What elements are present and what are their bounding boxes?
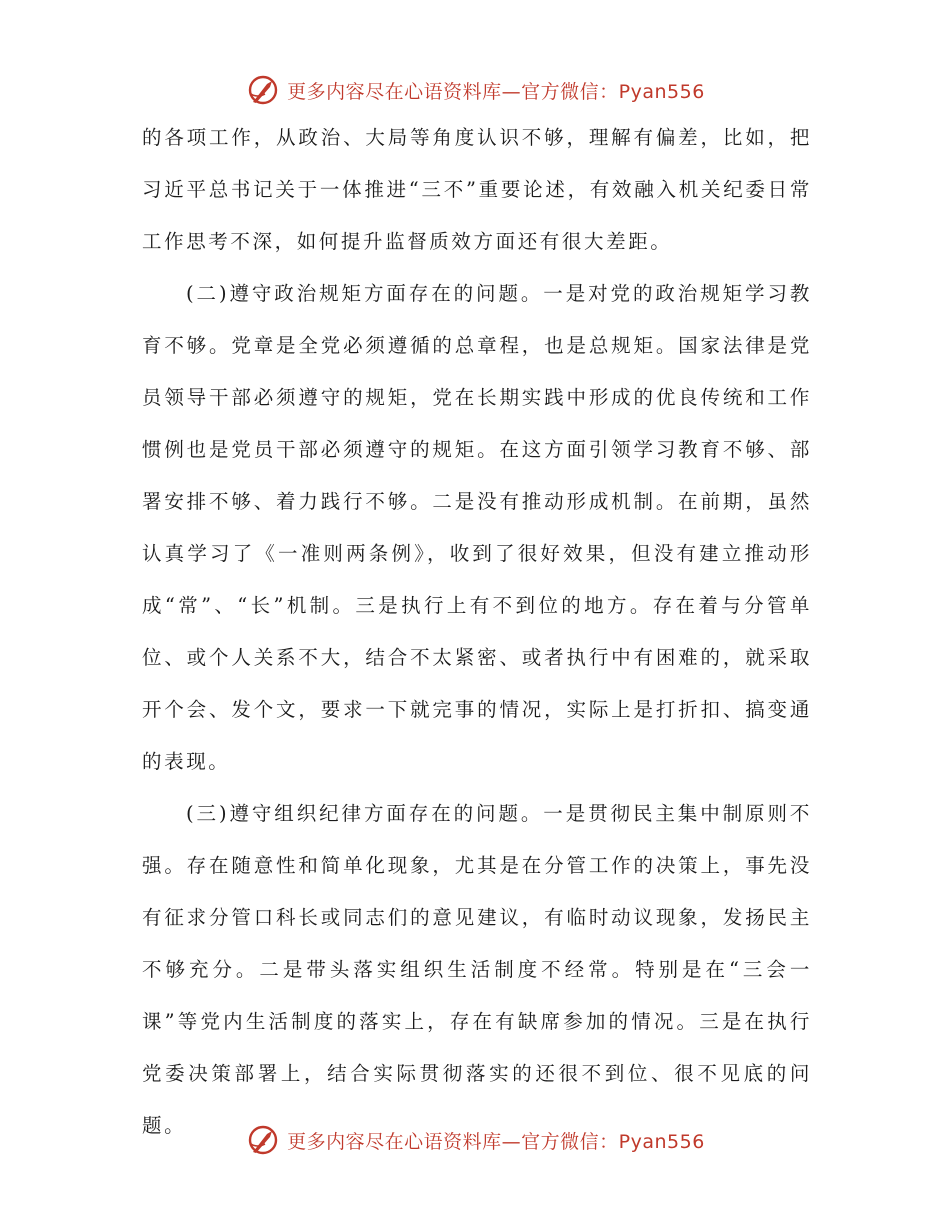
- paragraph-continuation: 的各项工作，从政治、大局等角度认识不够，理解有偏差，比如，把习近平总书记关于一体推进“三不”重要论述，有效融入机关纪委日常工作思考不深，如何提升监督质效方面还有很大差距。: [142, 126, 812, 253]
- paragraph-political-rules: (二)遵守政治规矩方面存在的问题。一是对党的政治规矩学习教育不够。党章是全党必须遵循的总章程，也是总规矩。国家法律是党员领导干部必须遵守的规矩，党在长期实践中形成的优良传统和工作惯例也是党员干部必须遵守的规矩。在这方面引领学习教育不够、部署安排不够、着力践行不够。二是没有推动形成机制。在前期，虽然认真学习了《一准则两条例》，收到了很好效果，但没有建立推动形成“常”、“长”机制。三是执行上有不到位的地方。存在着与分管单位、或个人关系不大，结合不太紧密、或者执行中有困难的，就采取开个会、发个文，要求一下就完事的情况，实际上是打折扣、搞变通的表现。: [142, 282, 812, 773]
- header-banner: [0, 70, 950, 110]
- footer-banner: [0, 1120, 950, 1160]
- pen-circle-logo-icon: [245, 72, 281, 108]
- pen-circle-logo-icon: [245, 1122, 281, 1158]
- paragraph-organizational-discipline: (三)遵守组织纪律方面存在的问题。一是贯彻民主集中制原则不强。存在随意性和简单化现象，尤其是在分管工作的决策上，事先没有征求分管口科长或同志们的意见建议，有临时动议现象，发扬民主不够充分。二是带头落实组织生活制度不经常。特别是在“三会一课”等党内生活制度的落实上，存在有缺席参加的情况。三是在执行党委决策部署上，结合实际贯彻落实的还很不到位、很不见底的问题。: [142, 802, 812, 1137]
- document-body: [142, 112, 812, 1152]
- header-banner-text: 更多内容尽在心语资料库—官方微信：Pyan556: [287, 80, 705, 103]
- footer-banner-text: 更多内容尽在心语资料库—官方微信：Pyan556: [287, 1130, 705, 1153]
